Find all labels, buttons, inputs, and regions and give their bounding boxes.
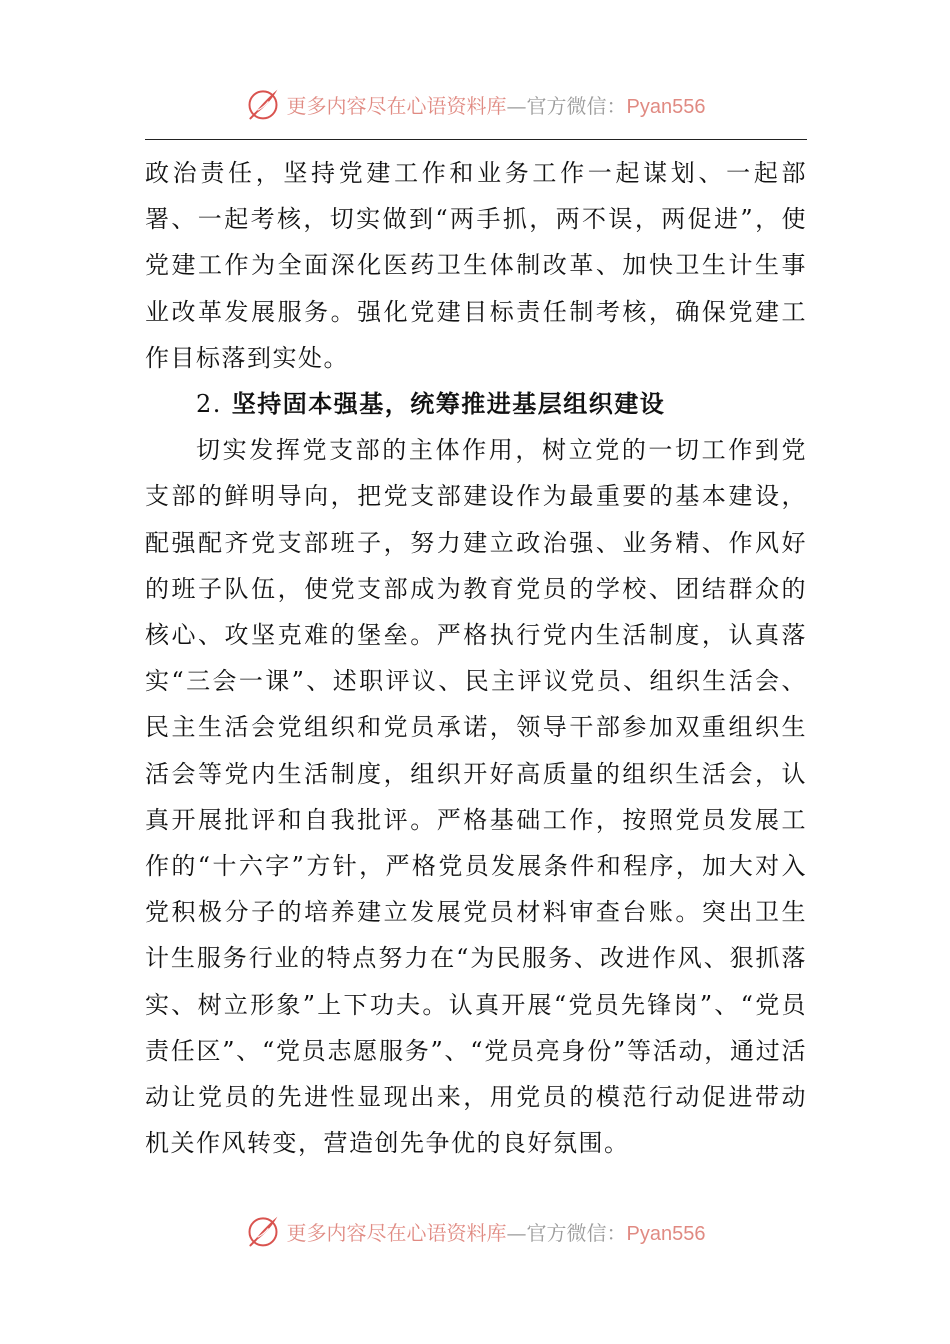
watermark-separator: —: [506, 93, 527, 118]
watermark-text: [287, 90, 706, 119]
body-paragraph-continued: 政治责任，坚持党建工作和业务工作一起谋划、一起部署、一起考核，切实做到“两手抓，两不误，两促进”，使党建工作为全面深化医药卫生体制改革、加快卫生计生事业改革发展服务。强化党建目标责任制考核，确保党建工作目标落到实处。: [145, 159, 807, 372]
document-body: [145, 150, 807, 1166]
header-divider: [145, 139, 807, 140]
body-paragraph: 切实发挥党支部的主体作用，树立党的一切工作到党支部的鲜明导向，把党支部建设作为最重要的基本建设，配强配齐党支部班子，努力建立政治强、业务精、作风好的班子队伍，使党支部成为教育党员的学校、团结群众的核心、攻坚克难的堡垒。严格执行党内生活制度，认真落实“三会一课”、述职评议、民主评议党员、组织生活会、民主生活会党组织和党员承诺，领导干部参加双重组织生活会等党内生活制度，组织开好高质量的组织生活会，认真开展批评和自我批评。严格基础工作，按照党员发展工作的“十六字”方针，严格党员发展条件和程序，加大对入党积极分子的培养建立发展党员材料审查台账。突出卫生计生服务行业的特点努力在“为民服务、改进作风、狠抓落实、树立形象”上下功夫。认真开展“党员先锋岗”、“党员责任区”、“党员志愿服务”、“党员亮身份”等活动，通过活动让党员的先进性显现出来，用党员的模范行动促进带动机关作风转变，营造创先争优的良好氛围。: [145, 436, 807, 1158]
watermark-contact-value: Pyan556: [626, 95, 706, 118]
section-heading: [145, 381, 807, 427]
quill-pen-icon: [245, 86, 281, 122]
watermark-contact-value: Pyan556: [626, 1222, 706, 1245]
header-watermark: [0, 84, 950, 124]
watermark-contact-label: 官方微信：: [526, 1220, 627, 1245]
watermark-contact-label: 官方微信：: [526, 93, 627, 118]
footer-watermark: [0, 1211, 950, 1251]
watermark-text: [287, 1217, 706, 1246]
quill-pen-icon: [245, 1213, 281, 1249]
watermark-site-name: 更多内容尽在心语资料库: [286, 93, 507, 118]
section-heading-number: 2.: [196, 390, 222, 419]
watermark-site-name: 更多内容尽在心语资料库: [286, 1220, 507, 1245]
section-heading-text: 坚持固本强基，统筹推进基层组织建设: [231, 389, 666, 419]
watermark-separator: —: [506, 1220, 527, 1245]
